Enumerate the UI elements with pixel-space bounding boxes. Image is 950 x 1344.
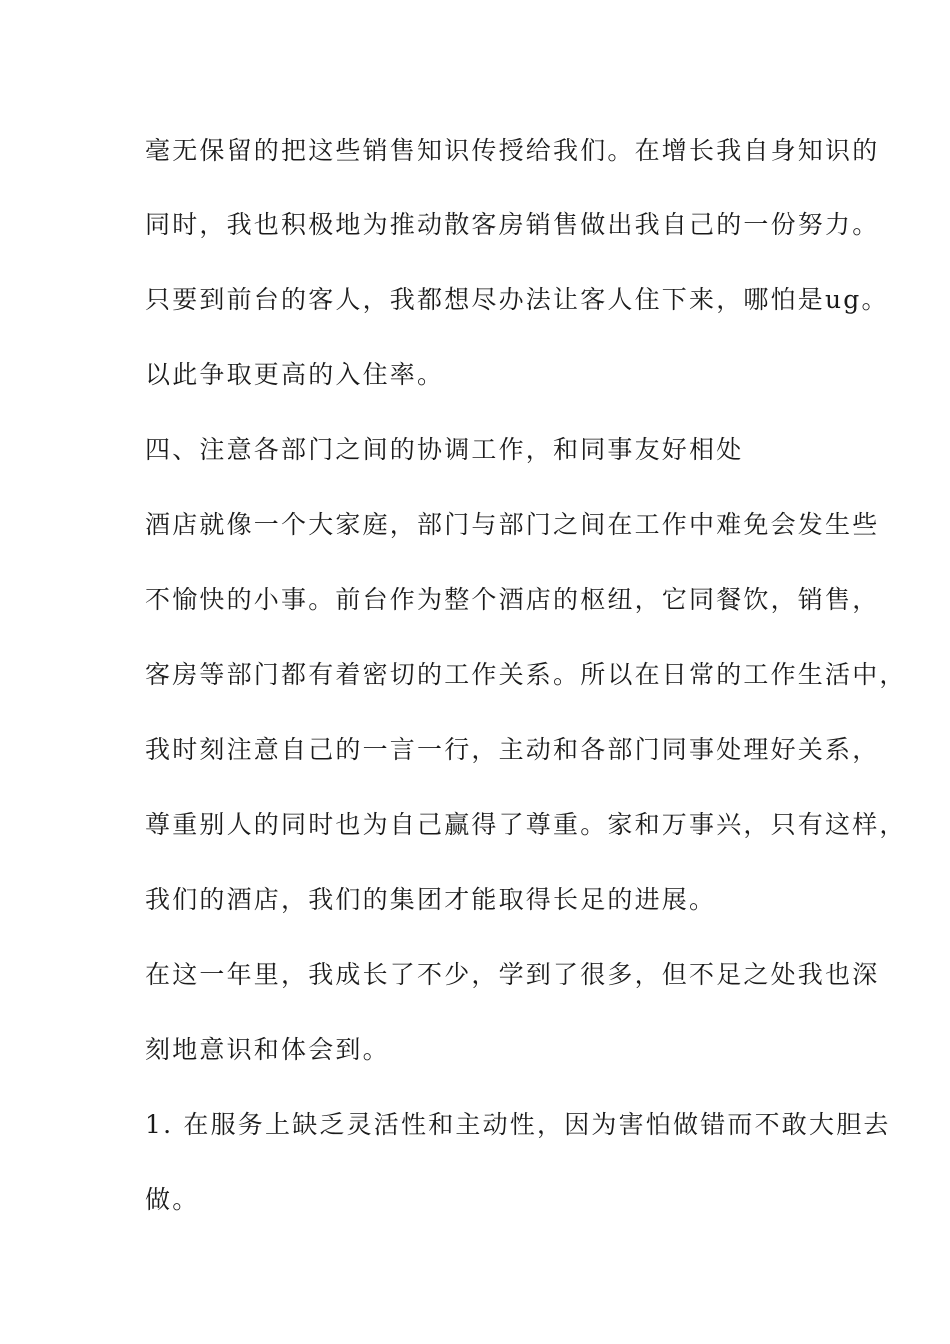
text-line: 毫无保留的把这些销售知识传授给我们。在增长我自身知识的 xyxy=(145,136,880,165)
text-line: 酒店就像一个大家庭，部门与部门之间在工作中难免会发生些 xyxy=(145,510,880,539)
text-line: 只要到前台的客人，我都想尽办法让客人住下来，哪怕是ug。 xyxy=(145,285,889,314)
text-line: 在这一年里，我成长了不少，学到了很多，但不足之处我也深 xyxy=(145,960,880,989)
section-heading: 四、注意各部门之间的协调工作，和同事友好相处 xyxy=(145,435,744,464)
list-item: 1. 在服务上缺乏灵活性和主动性，因为害怕做错而不敢大胆去 xyxy=(145,1110,891,1139)
text-line: 以此争取更高的入住率。 xyxy=(145,360,445,389)
list-item-continuation: 做。 xyxy=(145,1185,200,1214)
text-line: 刻地意识和体会到。 xyxy=(145,1035,390,1064)
text-line: 尊重别人的同时也为自己赢得了尊重。家和万事兴，只有这样， xyxy=(145,810,907,839)
text-line: 同时，我也积极地为推动散客房销售做出我自己的一份努力。 xyxy=(145,210,880,239)
text-line: 我们的酒店，我们的集团才能取得长足的进展。 xyxy=(145,885,717,914)
text-line: 不愉快的小事。前台作为整个酒店的枢纽，它同餐饮，销售， xyxy=(145,585,880,614)
text-line: 客房等部门都有着密切的工作关系。所以在日常的工作生活中， xyxy=(145,660,907,689)
text-line: 我时刻注意自己的一言一行，主动和各部门同事处理好关系， xyxy=(145,735,880,764)
